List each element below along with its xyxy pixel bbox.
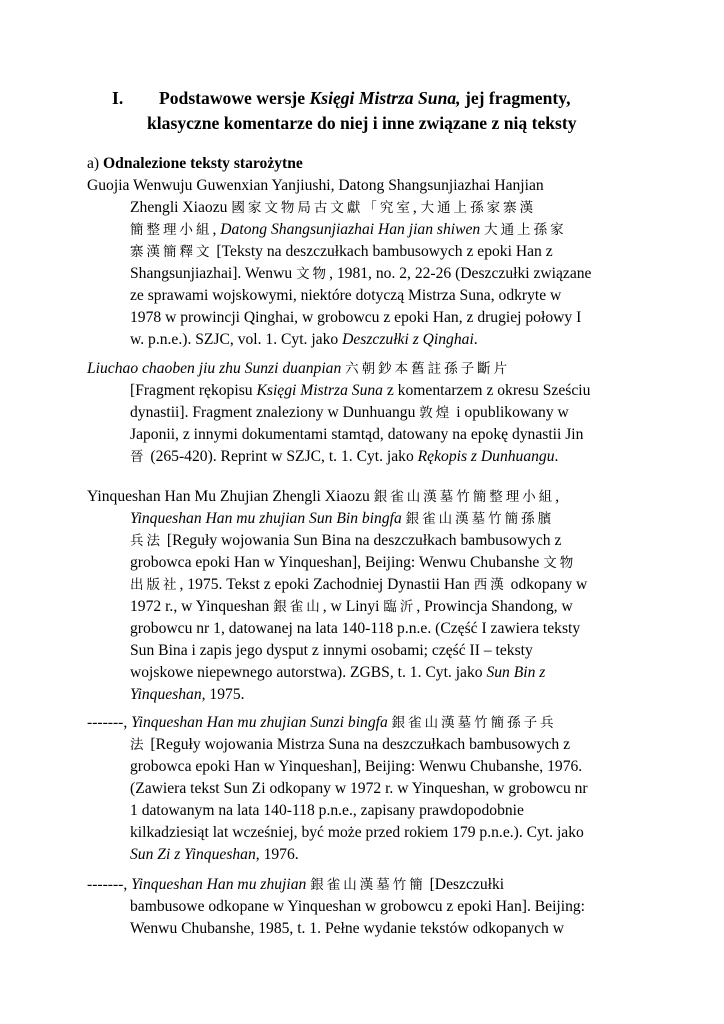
text-run: grobowca epoki Han w Yinqueshan], Beijing: Wenwu Chubanshe bbox=[130, 554, 544, 571]
entry-line bbox=[87, 896, 642, 918]
entry-line bbox=[87, 424, 642, 446]
entry-line bbox=[87, 918, 642, 940]
chinese-text: 大通上孫家 bbox=[484, 222, 567, 238]
text-run: odkopany w bbox=[506, 576, 588, 593]
entry-line bbox=[87, 778, 642, 800]
entry-line bbox=[87, 197, 642, 219]
text-run: i opublikowany w bbox=[452, 404, 569, 421]
heading-line-1: Podstawowe wersje Księgi Mistrza Suna, jej fragmenty, bbox=[159, 88, 571, 108]
entry-line bbox=[87, 402, 642, 424]
text-run: Yinqueshan Han Mu Zhujian Zhengli Xiaozu bbox=[87, 488, 374, 505]
entry-line bbox=[87, 285, 642, 307]
italic-title: Yinqueshan Han mu zhujian Sunzi bingfa bbox=[131, 714, 388, 731]
entry-line bbox=[87, 552, 642, 574]
italic-title: Sun Zi z Yinqueshan bbox=[130, 846, 256, 863]
text-run: 1978 w prowincji Qinghai, w grobowcu z epoki Han, z drugiej połowy I bbox=[130, 309, 582, 326]
entry-line bbox=[87, 596, 642, 618]
entry-line bbox=[87, 263, 642, 285]
text-run: , 1975. Tekst z epoki Zachodniej Dynastii Han bbox=[179, 576, 474, 593]
text-run: . bbox=[473, 331, 478, 348]
italic-title: Yinqueshan, bbox=[130, 686, 206, 703]
bibliography-entry bbox=[87, 486, 642, 706]
text-run: (Zawiera tekst Sun Zi odkopany w 1972 r. w Yinqueshan, w grobowcu nr bbox=[130, 780, 588, 797]
chinese-text: 法 bbox=[130, 737, 147, 753]
text-run: Zhengli Xiaozu bbox=[130, 199, 232, 216]
text-run: dynastii]. Fragment znaleziony w Dunhuangu bbox=[130, 404, 420, 421]
text-run: 1972 r., w Yinqueshan bbox=[130, 598, 274, 615]
italic-title: Deszczułki z Qinghai bbox=[342, 331, 474, 348]
entry-line bbox=[87, 219, 642, 241]
entry-line bbox=[87, 380, 642, 402]
text-run: . bbox=[554, 448, 559, 465]
text-run: -------, bbox=[87, 714, 132, 731]
text-run: Shangsunjiazhai]. Wenwu bbox=[130, 265, 297, 282]
entry-line bbox=[87, 734, 642, 756]
entry-line bbox=[87, 574, 642, 596]
entry-line bbox=[87, 358, 642, 380]
text-run: ze sprawami wojskowymi, niektóre dotyczą Mistrza Suna, odkryte w bbox=[130, 287, 562, 304]
text-run: grobowca epoki Han w Yinqueshan], Beijing: Wenwu Chubanshe, 1976. bbox=[130, 758, 583, 775]
text-run: 1 datowanym na lata 140-118 p.n.e., zapisany prawdopodobnie bbox=[130, 802, 524, 819]
bibliography-entry bbox=[87, 175, 642, 351]
entry-line bbox=[87, 241, 642, 263]
text-run: [Reguły wojowania Sun Bina na deszczułkach bambusowych z bbox=[163, 532, 562, 549]
chinese-text: 文物 bbox=[543, 555, 577, 571]
chinese-text: 六朝鈔本舊註孫子斷片 bbox=[345, 361, 511, 377]
text-run: (265-420). Reprint w SZJC, t. 1. Cyt. jako bbox=[146, 448, 418, 465]
text-run: , bbox=[412, 199, 421, 216]
entry-line bbox=[87, 684, 642, 706]
text-run: [Deszczułki bbox=[425, 876, 505, 893]
entry-line bbox=[87, 530, 642, 552]
chinese-text: 敦煌 bbox=[419, 405, 453, 421]
italic-title: Rękopis z Dunhuangu bbox=[417, 448, 555, 465]
text-run: , 1976. bbox=[255, 846, 299, 863]
entry-line bbox=[87, 329, 642, 351]
text-run: , 1981, no. 2, 22-26 (Deszczułki związane bbox=[329, 265, 592, 282]
text-run: z komentarzem z okresu Sześciu bbox=[382, 382, 591, 399]
bibliography-entry bbox=[87, 874, 642, 940]
text-run: 1975. bbox=[205, 686, 245, 703]
entry-line bbox=[87, 640, 642, 662]
text-run: , bbox=[212, 221, 221, 238]
text-run: , Prowincja Shandong, w bbox=[416, 598, 573, 615]
chinese-text: 寨漢簡釋文 bbox=[130, 244, 213, 260]
entry-line bbox=[87, 175, 642, 197]
bibliography-entry bbox=[87, 712, 642, 866]
chinese-text: 銀雀山漢墓竹簡整理小組 bbox=[373, 489, 556, 505]
chinese-text: 出版社 bbox=[130, 577, 180, 593]
chinese-text: 兵法 bbox=[130, 533, 163, 549]
italic-title: Liuchao chaoben jiu zhu Sunzi duanpian bbox=[87, 360, 342, 377]
heading-line-2: klasyczne komentarze do niej i inne związane z nią teksty bbox=[147, 113, 577, 133]
text-run: [Teksty na deszczułkach bambusowych z epoki Han z bbox=[212, 243, 553, 260]
entry-line bbox=[87, 800, 642, 822]
italic-title: Księgi Mistrza Suna bbox=[256, 382, 383, 399]
chinese-text: 銀雀山 bbox=[273, 599, 323, 615]
text-run: Japonii, z innymi dokumentami stamtąd, datowany na epokę dynastii Jin bbox=[130, 426, 584, 443]
chinese-text: 國家文物局古文獻「究室 bbox=[231, 200, 413, 216]
entry-line bbox=[87, 618, 642, 640]
chinese-text: 銀雀山漢墓竹簡孫臏 bbox=[405, 511, 555, 527]
entry-line bbox=[87, 307, 642, 329]
text-run: Wenwu Chubanshe, 1985, t. 1. Pełne wydanie tekstów odkopanych w bbox=[130, 920, 564, 937]
text-run: wojskowe niepewnego autorstwa). ZGBS, t. 1. Cyt. jako bbox=[130, 664, 487, 681]
text-run: kilkadziesiąt lat wcześniej, być może przed rokiem 179 p.n.e.). Cyt. jako bbox=[130, 824, 584, 841]
entry-line bbox=[87, 662, 642, 684]
chinese-text: 晉 bbox=[130, 449, 147, 465]
text-run: , bbox=[555, 488, 560, 505]
text-run: -------, bbox=[87, 876, 132, 893]
chinese-text: 文物 bbox=[296, 266, 330, 282]
italic-title: Datong Shangsunjiazhai Han jian shiwen bbox=[220, 221, 481, 238]
chinese-text: 銀雀山漢墓竹簡 bbox=[310, 877, 426, 893]
text-run: grobowcu nr 1, datowanej na lata 140-118 p.n.e. (Część I zawiera teksty bbox=[130, 620, 581, 637]
text-run: Guojia Wenwuju Guwenxian Yanjiushi, Datong Shangsunjiazhai Hanjian bbox=[87, 177, 544, 194]
entry-line bbox=[87, 874, 642, 896]
italic-title: Yinqueshan Han mu zhujian bbox=[131, 876, 307, 893]
entry-line bbox=[87, 756, 642, 778]
entry-line bbox=[87, 822, 642, 844]
bibliography-entry bbox=[87, 358, 642, 468]
entry-line bbox=[87, 486, 642, 508]
italic-title: Yinqueshan Han mu zhujian Sun Bin bingfa bbox=[130, 510, 402, 527]
text-run: , w Linyi bbox=[322, 598, 384, 615]
text-run: bambusowe odkopane w Yinqueshan w grobowcu z epoki Han]. Beijing: bbox=[130, 898, 586, 915]
text-run: w. p.n.e.). SZJC, vol. 1. Cyt. jako bbox=[130, 331, 343, 348]
entry-line bbox=[87, 508, 642, 530]
chinese-text: 大通上孫家寨漢 bbox=[420, 200, 537, 216]
chinese-text: 西漢 bbox=[473, 577, 507, 593]
italic-title: Sun Bin z bbox=[486, 664, 546, 681]
entry-line bbox=[87, 844, 642, 866]
subsection-heading: a) Odnalezione teksty starożytne bbox=[87, 155, 303, 172]
chinese-text: 銀雀山漢墓竹簡孫子兵 bbox=[391, 715, 557, 731]
section-number: I. bbox=[112, 88, 124, 108]
chinese-text: 簡整理小組 bbox=[130, 222, 213, 238]
text-run: Sun Bina i zapis jego dysput z innymi osobami; część II – teksty bbox=[130, 642, 533, 659]
text-run: [Fragment rękopisu bbox=[130, 382, 257, 399]
entry-line bbox=[87, 446, 642, 468]
chinese-text: 臨沂 bbox=[383, 599, 417, 615]
text-run: [Reguły wojowania Mistrza Suna na deszczułkach bambusowych z bbox=[146, 736, 571, 753]
entry-line bbox=[87, 712, 642, 734]
